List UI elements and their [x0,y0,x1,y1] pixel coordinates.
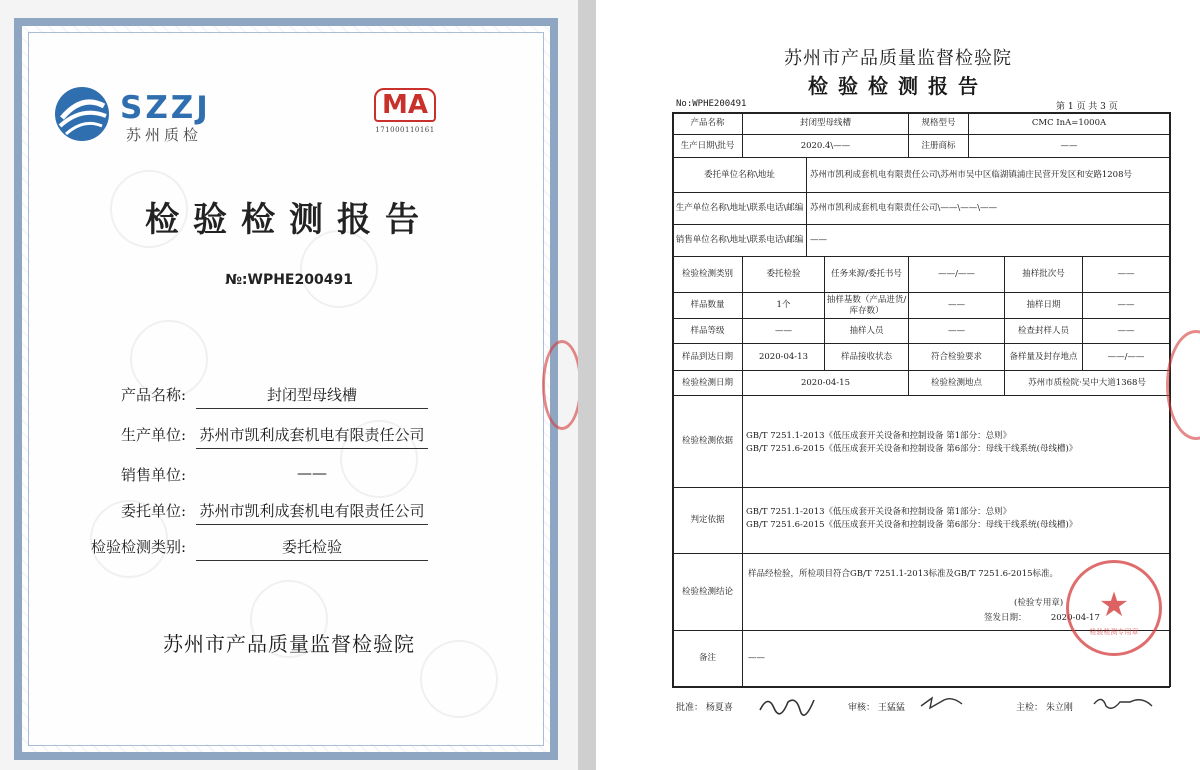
approve-label: 批准： [676,703,704,713]
stamp-star-icon: ★ [1098,585,1130,625]
approve-name: 杨夏喜 [705,703,733,713]
seal-note: (检验专用章) [1014,598,1064,608]
label-task: 任务来源/委托书号 [831,269,902,279]
label-qty: 样品数量 [690,300,725,310]
szzj-logo-icon [52,84,112,144]
value-state: 符合检验要求 [930,351,982,362]
value-client: 苏州市凯利成套机电有限责任公司\苏州市吴中区临湖镇浦庄民营开发区和安路1208号 [810,169,1132,180]
label-basis: 检验检测依据 [681,436,733,446]
field-seller [60,460,430,488]
value-arrive: 2020-04-13 [758,351,808,362]
value-grade: —— [775,325,792,336]
cma-mark-text: MA [374,88,436,122]
field-producer [60,420,430,448]
value-product-name: 封闭型母线槽 [799,118,851,128]
label-test-type: 检验检测类别 [681,269,733,279]
judge-standard-1: GB/T 7251.1-2013《低压成套开关设备和控制设备 第1部分：总则》 [746,507,1012,517]
conclusion-text: 样品经检验，所检项目符合GB/T 7251.1-2013标准及GB/T 7251.6-2015标准。 [748,569,1059,579]
review-signature-icon [918,690,966,714]
label-trademark: 注册商标 [921,140,956,151]
value-sampler: —— [948,325,965,336]
judge-standard-2: GB/T 7251.6-2015《低压成套开关设备和控制设备 第6部分：母线干线系统(母线槽)》 [746,520,1078,530]
value-test-type: 委托检验 [766,269,801,279]
label-test-date: 检验检测日期 [681,377,733,388]
main-inspector-row [1016,700,1073,713]
label-product-name: 产品名称 [690,118,725,128]
label-seller: 销售单位名称\地址\联系电话\邮编 [675,235,804,245]
field-value: 苏州市凯利成套机电有限责任公司 [196,424,428,449]
certificate-cover [0,0,578,770]
value-prod-date: 2020.4\—— [800,140,851,151]
value-base: —— [948,300,965,310]
label-base: 抽样基数（产品进货/库存数） [826,294,907,316]
report-org: 苏州市产品质量监督检验院 [784,48,1012,69]
sign-date-label: 签发日期： [984,613,1027,623]
label-producer: 生产单位名称\地址\联系电话\邮编 [675,203,804,213]
label-grade: 样品等级 [690,325,725,336]
label-prod-date: 生产日期\批号 [680,140,735,151]
label-arrive: 样品到达日期 [681,351,733,362]
label-model: 规格型号 [921,118,956,128]
review-label: 审核： [848,703,876,713]
cover-title: 检验检测报告 [145,200,433,240]
review-name: 王猛猛 [877,703,905,713]
label-client: 委托单位名称\地址 [704,169,775,180]
value-task: ——/—— [938,269,975,279]
page-indicator: 第 1 页 共 3 页 [1056,102,1118,112]
value-producer: 苏州市凯利成套机电有限责任公司\——\——\—— [810,203,998,213]
approve-row [676,700,733,713]
field-value: 委托检验 [196,536,428,561]
field-label: 检验检测类别: [90,538,186,556]
value-remark: —— [748,653,765,663]
field-label: 产品名称: [120,386,186,404]
label-state: 样品接收状态 [840,351,892,362]
basis-standard-2: GB/T 7251.6-2015《低压成套开关设备和控制设备 第6部分：母线干线系统(母线槽)》 [746,444,1078,454]
watermark [300,230,378,308]
main-name: 朱立刚 [1045,703,1073,713]
value-place: 苏州市质检院·吴中大道1368号 [1028,377,1146,388]
stamp-text: 检验检测专用章 [1089,628,1139,636]
label-sealer: 检查封样人员 [1017,325,1069,336]
approve-signature-icon [756,690,816,718]
value-sample-date: —— [1117,300,1135,310]
field-label: 销售单位: [120,466,186,484]
logo-subtitle: 苏州质检 [126,126,203,144]
main-signature-icon [1090,690,1156,716]
szzj-logo [52,84,252,148]
label-place: 检验检测地点 [930,377,982,388]
cover-report-number: №:WPHE200491 [225,272,353,288]
value-test-date: 2020-04-15 [800,377,850,388]
inspection-stamp [1066,560,1162,656]
sign-date-value: 2020-04-17 [1050,613,1100,623]
value-trademark: —— [1060,140,1078,151]
field-client [60,496,430,524]
partial-stamp [542,340,582,430]
field-value: 封闭型母线槽 [196,384,428,409]
logo-title: SZZJ [120,90,211,126]
label-batch-no: 抽样批次号 [1022,269,1065,279]
field-product-name [60,380,430,408]
cma-mark [374,88,436,134]
field-value: —— [297,464,327,482]
review-row [848,700,905,713]
report-title: 检验检测报告 [808,74,988,98]
value-batch-no: —— [1117,269,1135,279]
label-judge: 判定依据 [690,515,725,525]
label-sample-date: 抽样日期 [1026,300,1061,310]
label-remark: 备注 [698,653,716,663]
report-number: No:WPHE200491 [676,99,747,109]
field-value: 苏州市凯利成套机电有限责任公司 [196,500,428,525]
field-test-category [60,532,430,560]
value-model: CMC InA=1000A [1031,118,1107,128]
field-label: 生产单位: [120,426,186,444]
label-conclusion: 检验检测结论 [681,586,733,597]
cma-number: 171000110161 [375,126,435,134]
value-storage: ——/—— [1107,351,1145,362]
value-qty: 1个 [776,300,791,310]
basis-standard-1: GB/T 7251.1-2013《低压成套开关设备和控制设备 第1部分：总则》 [746,431,1012,441]
label-storage: 备样量及封存地点 [1009,351,1078,362]
value-sealer: —— [1117,325,1135,336]
cover-footer-org: 苏州市产品质量监督检验院 [163,632,415,656]
value-seller: —— [810,235,827,245]
field-label: 委托单位: [120,502,186,520]
page-divider [578,0,596,770]
main-label: 主检： [1016,703,1044,713]
label-sampler: 抽样人员 [849,325,884,336]
